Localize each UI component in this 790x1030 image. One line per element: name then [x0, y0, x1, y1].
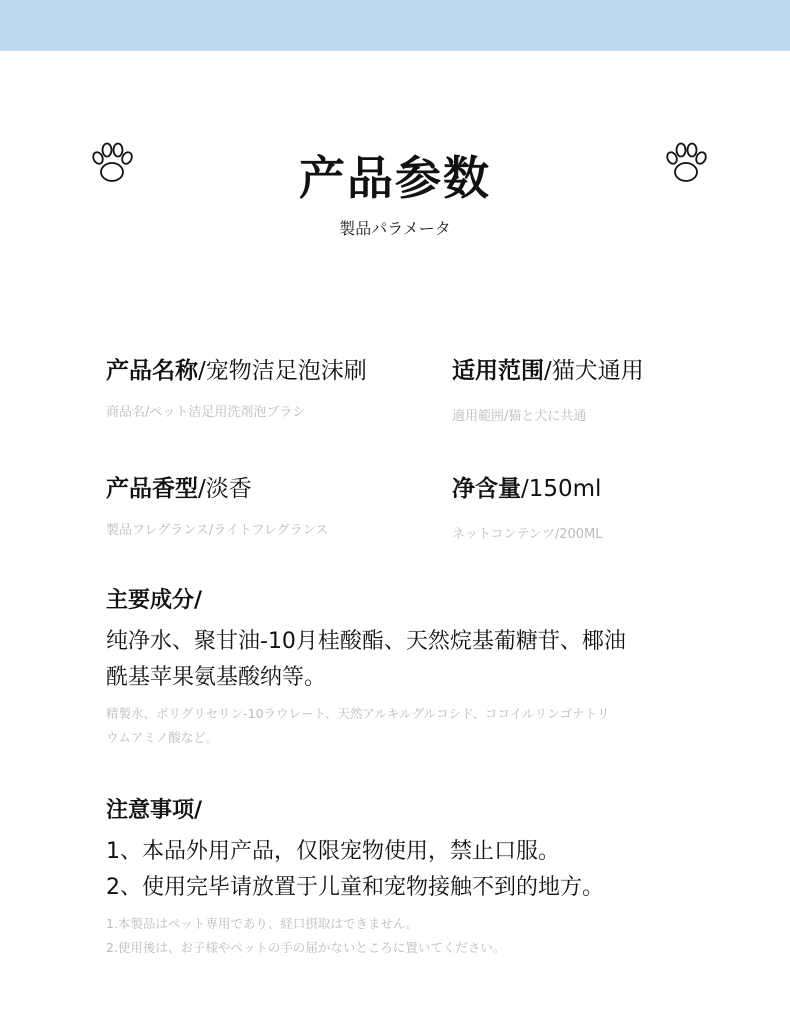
- page-subtitle: 製品パラメータ: [339, 219, 451, 238]
- param-value: /宠物洁足泡沫刷: [198, 358, 367, 384]
- ingredients-jp-line: ウムアミノ酸など。: [106, 730, 219, 745]
- param-label: 净含量: [452, 476, 521, 502]
- param-scope: [452, 352, 644, 424]
- ingredients-heading: 主要成分/: [106, 588, 203, 613]
- param-jp-text: 適用範囲/猫と犬に共通: [452, 409, 587, 424]
- param-jp-text: 商品名/ペット洁足用洗剤泡ブラシ: [106, 405, 306, 420]
- param-jp-text: 製品フレグランス/ライトフレグランス: [106, 523, 329, 538]
- param-label: 产品香型: [106, 476, 198, 502]
- param-label: 适用范围: [452, 358, 544, 384]
- notes-section: [106, 793, 706, 960]
- ingredients-line: 酰基苹果氨基酸纳等。: [106, 665, 327, 690]
- param-product-name: [106, 352, 367, 420]
- param-fragrance: [106, 470, 328, 538]
- param-jp-text: ネットコンテンツ/200ML: [452, 527, 603, 542]
- param-value: /150ml: [521, 476, 602, 502]
- ingredients-jp-line: 精製水、ポリグリセリン-10ラウレート、天然アルキルグルコシド、ココイルリンゴナトリ: [106, 706, 610, 721]
- top-banner-bar: [0, 0, 790, 51]
- ingredients-section: [106, 583, 706, 750]
- notes-jp-line: 2.使用後は、お子様やペットの手の届かないところに置いてください。: [106, 940, 506, 955]
- ingredients-line: 纯净水、聚甘油-10月桂酸酯、天然烷基葡糖苷、椰油: [106, 629, 626, 654]
- param-value: /淡香: [198, 476, 252, 502]
- param-label: 产品名称: [106, 358, 198, 384]
- notes-line: 1、本品外用产品，仅限宠物使用，禁止口服。: [106, 839, 560, 864]
- param-value: /猫犬通用: [544, 358, 644, 384]
- notes-line: 2、使用完毕请放置于儿童和宠物接触不到的地方。: [106, 875, 604, 900]
- page-title: 产品参数: [299, 151, 491, 205]
- notes-heading: 注意事项/: [106, 798, 203, 823]
- param-net-content: [452, 470, 602, 542]
- notes-jp-line: 1.本製品はペット専用であり、経口摂取はできません。: [106, 916, 419, 931]
